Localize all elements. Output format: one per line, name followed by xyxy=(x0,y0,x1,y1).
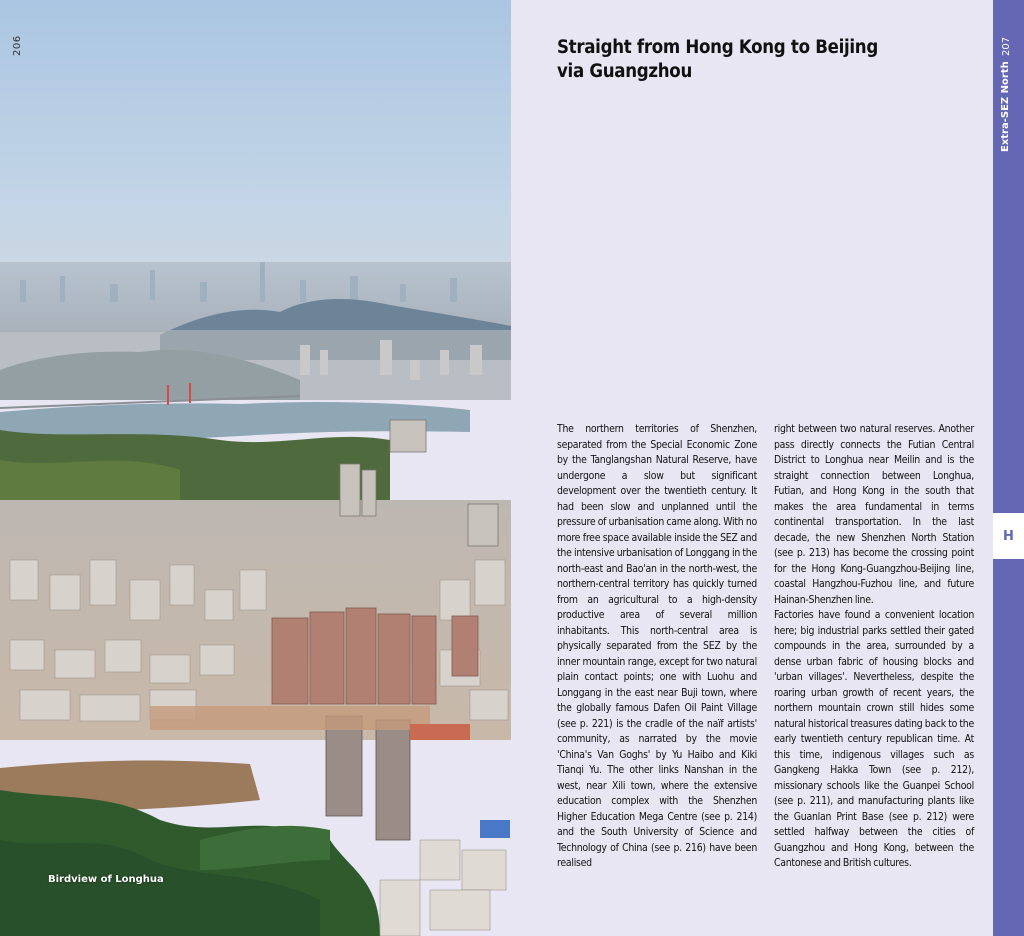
page-number-left: 206 xyxy=(12,35,23,56)
page-number-right: 207 xyxy=(1001,36,1012,56)
title-line-1: Straight from Hong Kong to Beijing xyxy=(557,37,878,58)
page-title xyxy=(557,36,937,84)
column-1-paragraph-1: The northern territories of Shenzhen, separated from the Special Economic Zone by the Tanglangshan Natural Reserve, have undergone a slow but significant development over the twentieth century. It had been slow and unplanned until the pressure of urbanisation came along. With no more free space available inside the SEZ and the intensive urbanisation of Longgang in the north-east and Bao'an in the north-west, the northern-central territory has quickly turned from an agricultural to a high-density productive area of several million inhabitants. This north-central area is physically separated from the SEZ by the inner mountain range, except for two natural plain contact points; one with Luohu and Longgang in the east near Buji town, where the globally famous Dafen Oil Paint Village (see p. 221) is the cradle of the naïf artists' community, as narrated by the movie 'China's Van Goghs' by Yu Haibo and Kiki Tianqi Yu. The other links Nanshan in the west, near Xili town, where the extensive education complex with the Shenzhen Higher Education Mega Centre (see p. 214) and the South University of Science and Technology of China (see p. 216) have been realised xyxy=(557,423,757,869)
column-2-paragraph-2: Factories have found a convenient location here; big industrial parks settled their gated compounds in the area, surrounded by a dense urban fabric of housing blocks and 'urban villages'. Nevertheless, despite the roaring urban growth of recent years, the northern mountain crown still hides some natural historical treasures dating back to the early twentieth century republican time. At this time, indigenous villages such as Gangkeng Hakka Town (see p. 212), missionary schools like the Guanpei School (see p. 211), and manufacturing plants like the Guanlan Print Base (see p. 212) were settled halfway between the cities of Guangzhou and Hong Kong, between the Cantonese and British cultures. xyxy=(774,609,974,869)
title-line-2: via Guangzhou xyxy=(557,61,692,82)
section-label: Extra-SEZ North xyxy=(1000,61,1011,152)
body-column-2 xyxy=(774,422,974,872)
photo-caption: Birdview of Longhua xyxy=(48,874,164,885)
body-column-1 xyxy=(557,422,757,872)
right-page xyxy=(511,0,993,936)
section-tab-h[interactable]: H xyxy=(993,513,1024,559)
aerial-photo-longhua xyxy=(0,0,511,936)
column-2-paragraph-1: right between two natural reserves. Another pass directly connects the Futian Central District to Longhua near Meilin and is the straight connection between Longhua, Futian, and Hong Kong in the south that makes the area fundamental in terms continental transportation. In the last decade, the new Shenzhen North Station (see p. 213) has become the crossing point for the Hong Kong-Guangzhou-Beijing line, coastal Hangzhou-Fuzhou line, and future Hainan-Shenzhen line. xyxy=(774,423,974,606)
